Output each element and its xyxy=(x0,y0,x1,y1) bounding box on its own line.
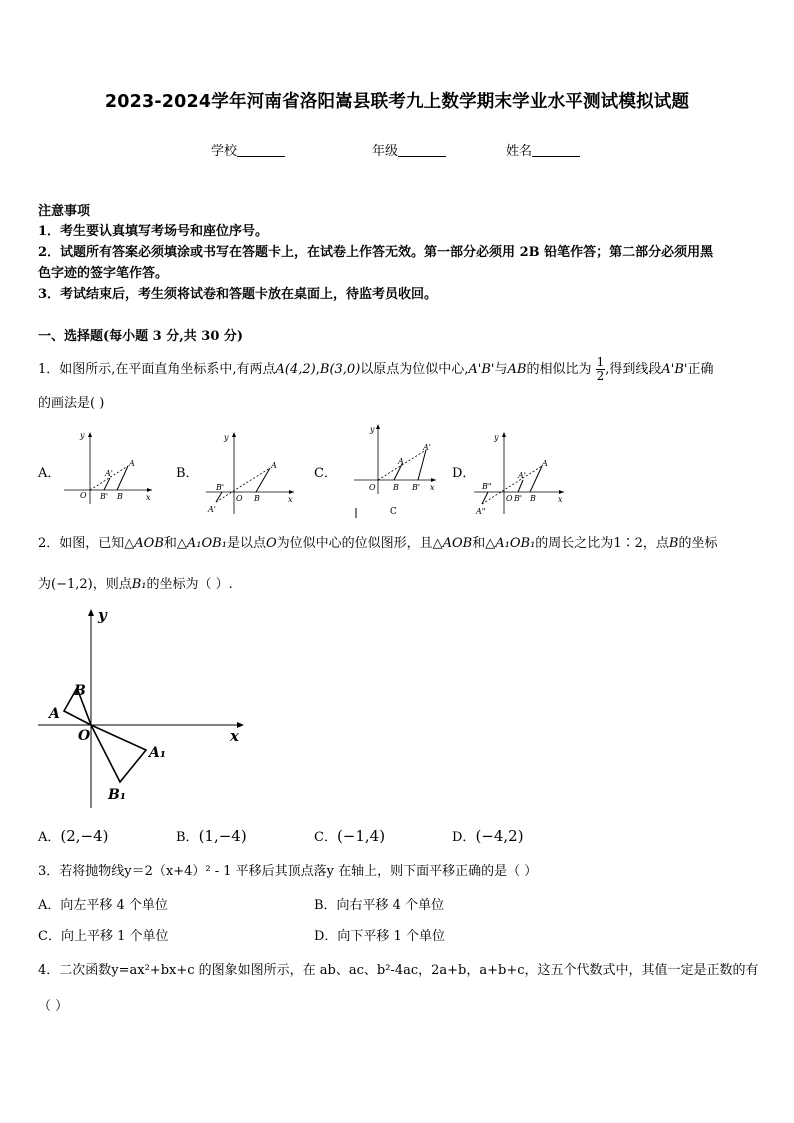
q2-option-b[interactable]: B．(1,−4) xyxy=(176,827,247,845)
q2-fig-y-label: y xyxy=(98,606,107,624)
q2-fig-b1-label: B₁ xyxy=(108,787,126,803)
school-blank xyxy=(237,143,285,157)
q1-text-c: 与 xyxy=(494,362,508,377)
fig-a-x-label: x xyxy=(146,493,151,502)
fig-a-a-label: A xyxy=(129,459,135,468)
section-1-heading: 一、选择题(每小题 3 分,共 30 分) xyxy=(38,329,244,344)
q1-text-b: 以原点为位似中心, xyxy=(360,362,469,377)
fig-b-y-label: y xyxy=(224,433,229,442)
q1-point-b: B(3,0) xyxy=(319,362,361,377)
fig-c-y-label: y xyxy=(370,425,375,434)
q3-option-d[interactable]: D．向下平移 1 个单位 xyxy=(314,929,445,944)
fig-d-b-label: B xyxy=(530,494,536,503)
school-field xyxy=(211,140,285,159)
q2-option-d[interactable]: D．(−4,2) xyxy=(452,827,524,845)
q2-stem: 2．如图，已知△AOB和△A₁OB₁是以点O为位似中心的位似图形，且△AOB和△A₁OB₁的周长之比为1∶2，点B的坐标 xyxy=(38,536,718,551)
q2-option-c[interactable]: C．(−1,4) xyxy=(314,827,386,845)
q2-fig-b-label: B xyxy=(74,683,86,699)
fig-b-a-label: A xyxy=(271,461,277,470)
q1-option-c-label[interactable]: C． xyxy=(314,466,337,481)
name-label: 姓名 xyxy=(506,144,533,159)
q1-figure-b xyxy=(202,428,302,518)
q1-text-f: 正确 xyxy=(687,362,714,377)
q1-stem: 1．如图所示,在平面直角坐标系中,有两点A(4,2),B(3,0)以原点为位似中心,A'B'与AB的相似比为 $\frac{1}{2}$ ,得到线段A'B'正确 xyxy=(38,355,714,383)
q2-fig-o-label: O xyxy=(78,728,91,744)
q2-figure xyxy=(34,604,254,808)
fig-c-x-label: x xyxy=(430,483,435,492)
q1-seg-a1b1: A'B' xyxy=(468,362,495,377)
fig-b-a1-label: A' xyxy=(208,505,216,514)
q2-fig-a-label: A xyxy=(49,706,60,722)
fig-d-a-label: A xyxy=(542,459,548,468)
q2-fig-a1-label: A₁ xyxy=(149,745,166,761)
q1-option-a-label[interactable]: A． xyxy=(38,466,61,481)
q1-option-d-label[interactable]: D． xyxy=(452,466,476,481)
fig-d-o-label: O xyxy=(506,494,513,503)
name-field xyxy=(506,140,580,159)
q1-figure-d xyxy=(470,428,570,518)
fig-a-y-label: y xyxy=(80,431,85,440)
fig-d-b2-label: B" xyxy=(482,482,492,491)
q2-stem-line2: 为(−1,2)，则点B₁的坐标为（ ）. xyxy=(38,577,233,592)
grade-label: 年级 xyxy=(372,144,399,159)
q4-stem: 4．二次函数y=ax²+bx+c 的图象如图所示，在 ab、ac、b²-4ac，2a+b，a+b+c，这五个代数式中，其值一定是正数的有 xyxy=(38,963,759,978)
fig-b-o-label: O xyxy=(236,494,243,503)
fig-c-caption: C xyxy=(390,507,397,517)
fig-b-x-label: x xyxy=(288,495,293,504)
q4-paren: （ ） xyxy=(38,999,69,1014)
grade-field xyxy=(372,140,446,159)
q2-option-a[interactable]: A．(2,−4) xyxy=(38,827,109,845)
fig-c-o-label: O xyxy=(369,483,376,492)
fig-a-o-label: O xyxy=(80,491,87,500)
fig-c-a1-label: A' xyxy=(423,443,431,452)
q2-tri-aob: △AOB xyxy=(124,536,164,551)
q1-option-b-label[interactable]: B． xyxy=(176,466,199,481)
fig-d-b1-label: B' xyxy=(514,494,523,503)
page-title: 2023-2024学年河南省洛阳嵩县联考九上数学期末学业水平测试模拟试题 xyxy=(104,92,690,112)
q2-coord-b: (−1,2) xyxy=(51,577,93,592)
notice-item-2: 2．试题所有答案必须填涂或书写在答题卡上，在试卷上作答无效。第一部分必须用 2B 铅笔作答；第二部分必须用黑 xyxy=(38,245,714,260)
fig-d-x-label: x xyxy=(558,495,563,504)
fig-c-a-label: A xyxy=(398,457,404,466)
q3-stem: 3．若将抛物线y＝2（x+4）² - 1 平移后其顶点落y 在轴上，则下面平移正确的是（ ） xyxy=(38,864,538,879)
q1-text-a: 1．如图所示,在平面直角坐标系中,有两点 xyxy=(38,362,276,377)
q3-option-c[interactable]: C．向上平移 1 个单位 xyxy=(38,929,169,944)
fig-d-a1-label: A' xyxy=(518,471,526,480)
notice-item-3: 3．考试结束后，考生须将试卷和答题卡放在桌面上，待监考员收回。 xyxy=(38,287,438,302)
q1-stem-line2: 的画法是( ) xyxy=(38,396,105,411)
fig-b-b-label: B xyxy=(254,494,260,503)
fig-c-b1-label: B' xyxy=(412,483,421,492)
q3-option-b[interactable]: B．向右平移 4 个单位 xyxy=(314,898,445,913)
q1-text-d: 的相似比为 xyxy=(526,362,592,377)
q3-option-a[interactable]: A．向左平移 4 个单位 xyxy=(38,898,168,913)
notice-item-2-cont: 色字迹的签字笔作答。 xyxy=(38,266,169,281)
fig-d-y-label: y xyxy=(494,433,499,442)
fig-a-b-label: B xyxy=(117,492,123,501)
q2-fig-x-label: x xyxy=(230,727,239,745)
fig-b-b1-label: B' xyxy=(216,483,225,492)
q1-text-e: ,得到线段 xyxy=(605,362,662,377)
q1-fraction: $\frac{1}{2}$ xyxy=(596,355,605,383)
q1-figure-c xyxy=(346,420,446,520)
fig-a-b1-label: B' xyxy=(100,492,109,501)
grade-blank xyxy=(398,143,446,157)
q1-seg-ab: AB xyxy=(507,362,527,377)
fig-d-a2-label: A" xyxy=(476,507,486,516)
fig-a-a1-label: A' xyxy=(105,469,113,478)
q2-ratio: 1∶2 xyxy=(613,536,643,551)
notice-item-1: 1．考生要认真填写考场号和座位序号。 xyxy=(38,224,269,239)
q1-figure-a xyxy=(60,426,160,506)
q1-seg-a1b1-2: A'B' xyxy=(661,362,688,377)
q1-point-a: A(4,2) xyxy=(275,362,316,377)
school-label: 学校 xyxy=(211,144,238,159)
name-blank xyxy=(532,143,580,157)
notice-heading: 注意事项 xyxy=(38,204,91,219)
fig-c-b-label: B xyxy=(393,483,399,492)
q2-tri-a1ob1: △A₁OB₁ xyxy=(176,536,227,551)
